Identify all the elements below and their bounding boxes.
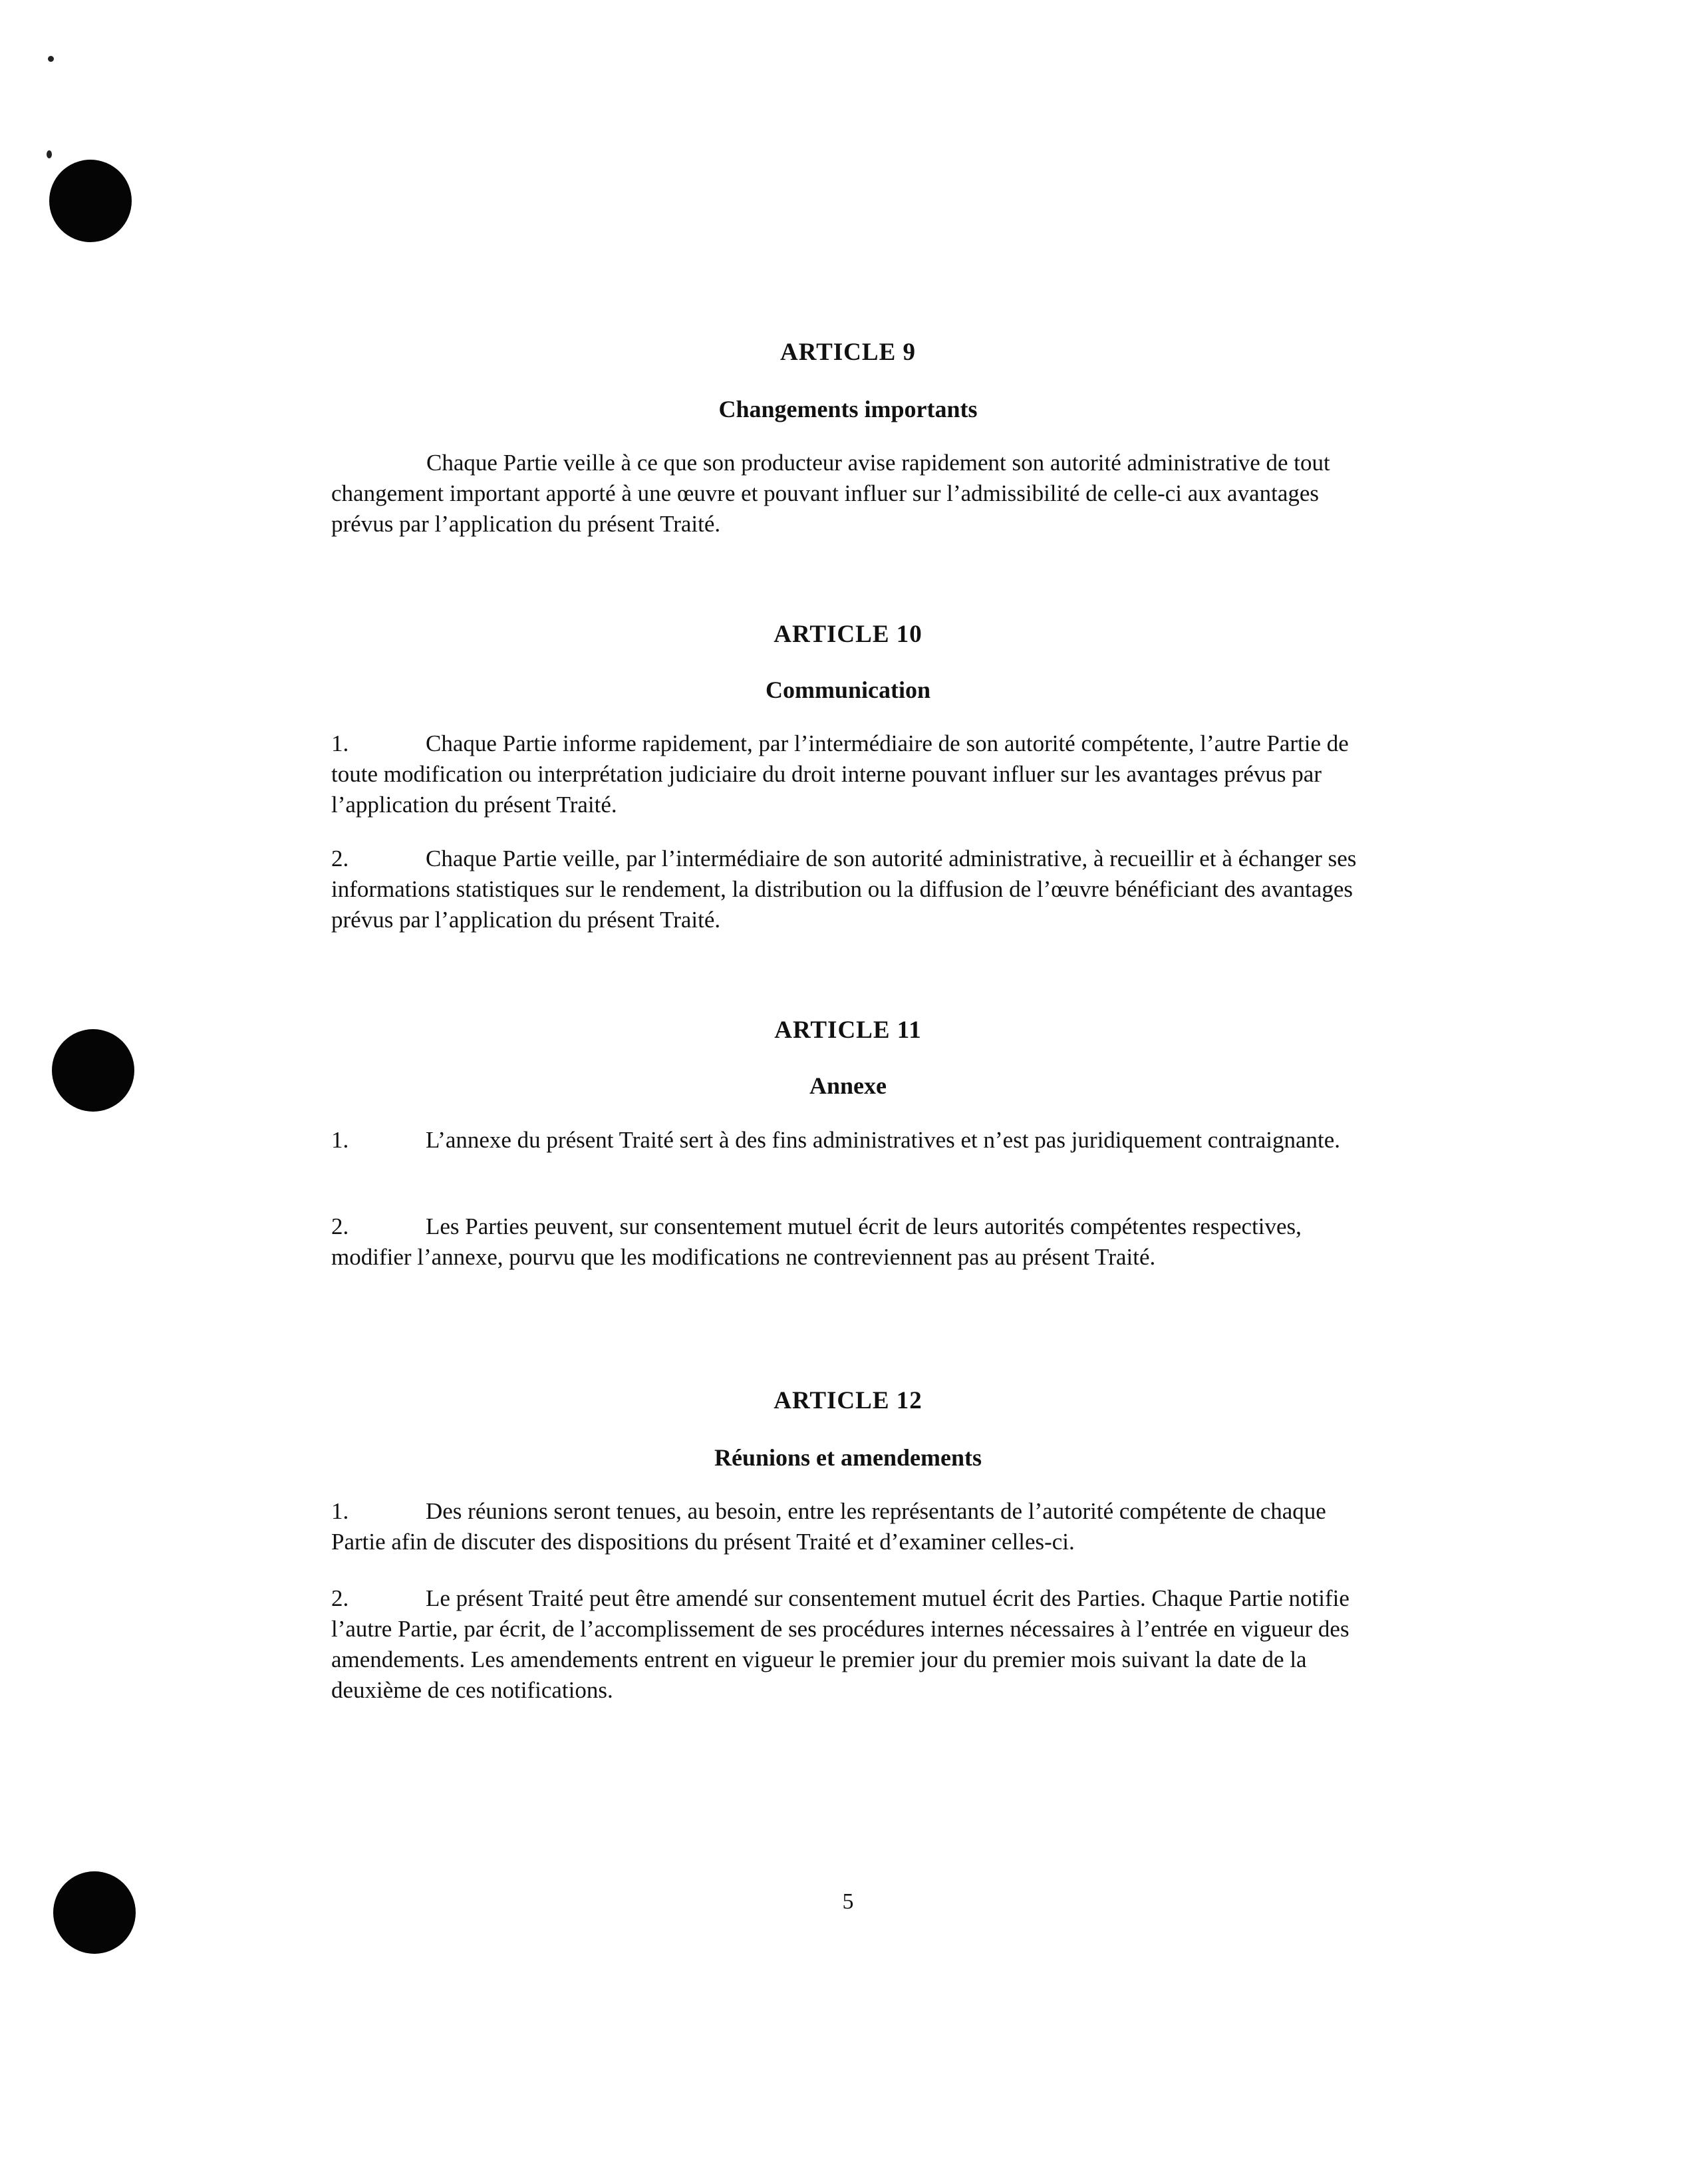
page-number: 5 [842, 1889, 854, 1914]
paragraph-text: Chaque Partie veille, par l’intermédiaire de son autorité administrative, à recueillir et à échanger ses informations statistiques sur le rendement, la distribution ou la diffusion de l’œuvre bénéficiant des avantages prévus par l’application du présent Traité. [331, 846, 1357, 933]
paragraph-number: 1. [331, 1127, 349, 1153]
scan-speck [48, 56, 54, 62]
article-11-title: ARTICLE 11 [774, 1016, 922, 1044]
article-10-subtitle: Communication [765, 677, 930, 703]
paragraph-text: Chaque Partie informe rapidement, par l’intermédiaire de son autorité compétente, l’autre Partie de toute modification ou interprétation judiciaire du droit interne pouvant influer sur les avantages prévus par l’application du présent Traité. [331, 730, 1349, 818]
punch-hole-top [49, 160, 132, 242]
paragraph-text: Des réunions seront tenues, au besoin, entre les représentants de l’autorité compétente de chaque Partie afin de discuter des dispositions du présent Traité et d’examiner celles-ci. [331, 1498, 1326, 1555]
article-11-paragraph-2 [331, 1211, 1369, 1273]
article-11-subtitle: Annexe [809, 1072, 887, 1099]
article-12-subtitle: Réunions et amendements [714, 1444, 982, 1471]
paragraph-number: 2. [331, 1585, 349, 1611]
article-10-title: ARTICLE 10 [774, 621, 922, 648]
paragraph-number: 2. [331, 846, 349, 871]
article-9-subtitle: Changements importants [718, 396, 978, 422]
article-10-paragraph-2 [331, 844, 1369, 935]
article-9-title: ARTICLE 9 [779, 339, 917, 366]
paragraph-text: Les Parties peuvent, sur consentement mutuel écrit de leurs autorités compétentes respectives, modifier l’annexe, pourvu que les modifications ne contreviennent pas au présent Traité. [331, 1213, 1302, 1270]
paragraph-number: 2. [331, 1213, 349, 1239]
article-12-title: ARTICLE 12 [774, 1387, 922, 1414]
paragraph-number: 1. [331, 1498, 349, 1524]
paragraph-text: L’annexe du présent Traité sert à des fins administratives et n’est pas juridiquement contraignante. [426, 1127, 1341, 1153]
paragraph-number: 1. [331, 730, 349, 756]
scan-speck [47, 150, 52, 158]
article-12-paragraph-1 [331, 1496, 1369, 1557]
article-9-paragraph: Chaque Partie veille à ce que son producteur avise rapidement son autorité administrative de tout changement important apporté à une œuvre et pouvant influer sur l’admissibilité de celle-ci aux avantages prévus par l’application du présent Traité. [331, 450, 1330, 537]
article-11-paragraph-1 [331, 1125, 1369, 1156]
article-12-paragraph-2 [331, 1583, 1369, 1706]
paragraph-text: Le présent Traité peut être amendé sur consentement mutuel écrit des Parties. Chaque Partie notifie l’autre Partie, par écrit, de l’accomplissement de ses procédures internes nécessaires à l’entrée en vigueur des amendements. Les amendements entrent en vigueur le premier jour du premier mois suivant la date de la deuxième de ces notifications. [331, 1585, 1349, 1703]
article-10-paragraph-1 [331, 728, 1369, 820]
